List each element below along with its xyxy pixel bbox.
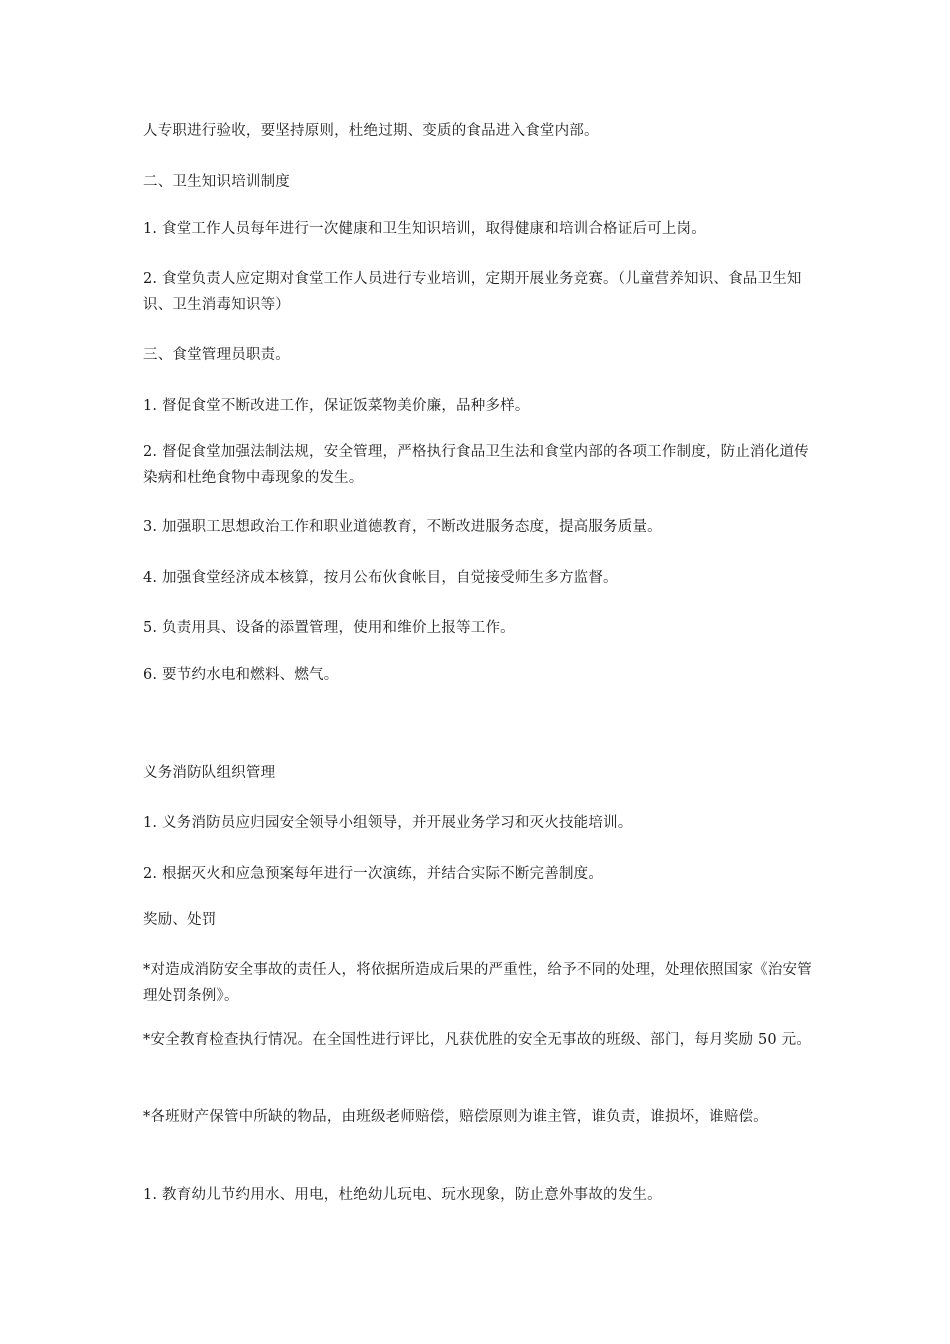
heading-rewards-penalties: 奖励、处罚: [143, 912, 217, 928]
heading-hygiene-training: 二、卫生知识培训制度: [143, 174, 290, 190]
paragraph-duty-1: 1. 督促食堂不断改进工作，保证饭菜物美价廉，品种多样。: [143, 398, 530, 414]
heading-manager-duties: 三、食堂管理员职责。: [143, 347, 290, 363]
heading-fire-brigade: 义务消防队组织管理: [143, 765, 276, 781]
paragraph-acceptance: 人专职进行验收，要坚持原则，杜绝过期、变质的食品进入食堂内部。: [143, 123, 599, 139]
paragraph-compensation-3: *各班财产保管中所缺的物品，由班级老师赔偿，赔偿原则为谁主管，谁负责，谁损坏，谁赔偿。: [143, 1109, 768, 1125]
paragraph-duty-6: 6. 要节约水电和燃料、燃气。: [143, 667, 339, 683]
paragraph-duty-4: 4. 加强食堂经济成本核算，按月公布伙食帐目，自觉接受师生多方监督。: [143, 570, 618, 586]
paragraph-duty-3: 3. 加强职工思想政治工作和职业道德教育，不断改进服务态度，提高服务质量。: [143, 519, 662, 535]
paragraph-fire-2: 2. 根据灭火和应急预案每年进行一次演练，并结合实际不断完善制度。: [143, 866, 604, 882]
paragraph-fire-1: 1. 义务消防员应归园安全领导小组领导，并开展业务学习和灭火技能培训。: [143, 815, 633, 831]
paragraph-reward-2: *安全教育检查执行情况。在全国性进行评比，凡获优胜的安全无事故的班级、部门，每月奖励 50 元。: [143, 1032, 812, 1048]
paragraph-training-2: 2. 食堂负责人应定期对食堂工作人员进行专业培训，定期开展业务竞赛。（儿童营养知识、食品卫生知识、卫生消毒知识等）: [143, 271, 802, 313]
paragraph-duty-2: 2. 督促食堂加强法制法规，安全管理，严格执行食品卫生法和食堂内部的各项工作制度，防止消化道传染病和杜绝食物中毒现象的发生。: [143, 444, 809, 486]
paragraph-safety-education-1: 1. 教育幼儿节约用水、用电，杜绝幼儿玩电、玩水现象，防止意外事故的发生。: [143, 1187, 662, 1203]
paragraph-duty-5: 5. 负责用具、设备的添置管理，使用和维价上报等工作。: [143, 620, 515, 636]
paragraph-training-1: 1. 食堂工作人员每年进行一次健康和卫生知识培训，取得健康和培训合格证后可上岗。: [143, 221, 706, 237]
paragraph-penalty-1: *对造成消防安全事故的责任人，将依据所造成后果的严重性，给予不同的处理，处理依照国家《治安管理处罚条例》。: [143, 962, 812, 1004]
